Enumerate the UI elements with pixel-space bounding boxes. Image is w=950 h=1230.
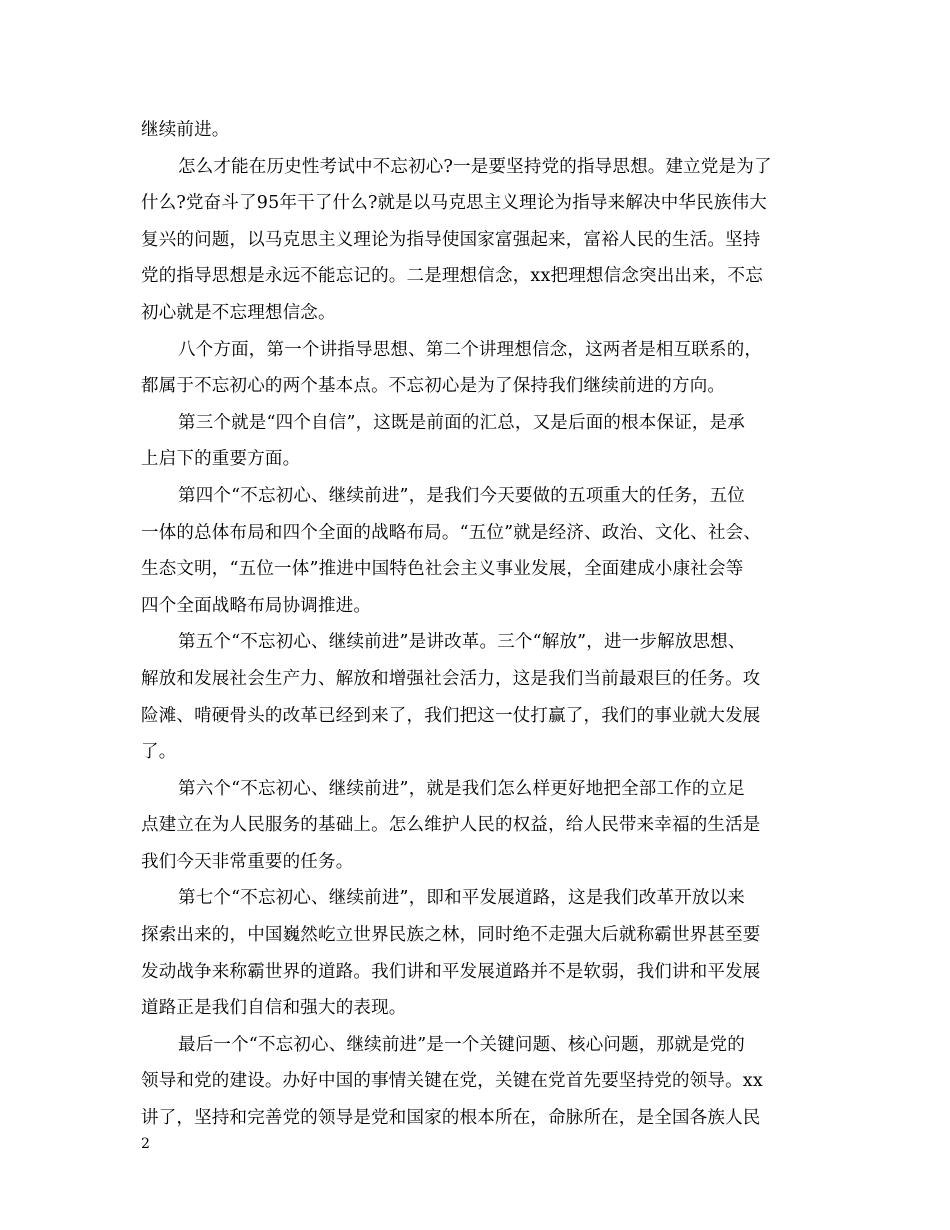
page-number: 2 xyxy=(141,1136,150,1152)
text-line: 道路正是我们自信和强大的表现。 xyxy=(141,998,407,1019)
paragraph xyxy=(141,1027,811,1137)
text-line: 讲了，坚持和完善党的领导是党和国家的根本所在，命脉所在，是全国各族人民 xyxy=(141,1108,761,1129)
paragraph xyxy=(141,880,811,1026)
text-line: 第四个“不忘初心、继续前进”，是我们今天要做的五项重大的任务，五位 xyxy=(178,485,745,506)
text-line: 党的指导思想是永远不能忘记的。二是理想信念，xx把理想信念突出出来，不忘 xyxy=(141,266,763,287)
text-line: 我们今天非常重要的任务。 xyxy=(141,851,354,872)
text-line: 了。 xyxy=(141,742,177,763)
text-line: 点建立在为人民服务的基础上。怎么维护人民的权益，给人民带来幸福的生活是 xyxy=(141,815,761,836)
paragraph xyxy=(141,112,811,149)
text-line: 第三个就是“四个自信”，这既是前面的汇总，又是后面的根本保证，是承 xyxy=(178,412,745,433)
text-line: 上启下的重要方面。 xyxy=(141,449,301,470)
text-line: 最后一个“不忘初心、继续前进”是一个关键问题、核心问题，那就是党的 xyxy=(178,1034,745,1055)
text-line: 第七个“不忘初心、继续前进”，即和平发展道路，这是我们改革开放以来 xyxy=(178,888,745,909)
paragraph xyxy=(141,332,811,405)
text-line: 险滩、啃硬骨头的改革已经到来了，我们把这一仗打赢了，我们的事业就大发展 xyxy=(141,705,761,726)
text-line: 继续前进。 xyxy=(141,120,230,140)
text-line: 都属于不忘初心的两个基本点。不忘初心是为了保持我们继续前进的方向。 xyxy=(141,376,726,397)
text-line: 领导和党的建设。办好中国的事情关键在党，关键在党首先要坚持党的领导。xx xyxy=(141,1071,763,1092)
text-line: 复兴的问题，以马克思主义理论为指导使国家富强起来，富裕人民的生活。坚持 xyxy=(141,229,761,250)
text-line: 第五个“不忘初心、继续前进”是讲改革。三个“解放”，进一步解放思想、 xyxy=(178,632,746,653)
text-line: 什么?党奋斗了95年干了什么?就是以马克思主义理论为指导来解决中华民族伟大 xyxy=(141,193,767,214)
text-line: 解放和发展社会生产力、解放和增强社会活力，这是我们当前最艰巨的任务。攻 xyxy=(141,668,761,689)
paragraph xyxy=(141,149,811,332)
text-line: 八个方面，第一个讲指导思想、第二个讲理想信念，这两者是相互联系的， xyxy=(178,339,763,360)
text-line: 探索出来的，中国巍然屹立世界民族之林，同时绝不走强大后就称霸世界甚至要 xyxy=(141,925,761,946)
text-line: 第六个“不忘初心、继续前进”，就是我们怎么样更好地把全部工作的立足 xyxy=(178,778,745,799)
text-line: 发动战争来称霸世界的道路。我们讲和平发展道路并不是软弱，我们讲和平发展 xyxy=(141,961,761,982)
paragraph xyxy=(141,771,811,881)
text-line: 四个全面战略布局协调推进。 xyxy=(141,595,372,616)
text-line: 生态文明，“五位一体”推进中国特色社会主义事业发展，全面建成小康社会等 xyxy=(141,559,744,580)
text-line: 一体的总体布局和四个全面的战略布局。“五位”就是经济、政治、文化、社会、 xyxy=(141,522,762,543)
text-line: 初心就是不忘理想信念。 xyxy=(141,302,336,323)
text-line: 怎么才能在历史性考试中不忘初心?一是要坚持党的指导思想。建立党是为了 xyxy=(178,156,772,177)
paragraph xyxy=(141,478,811,624)
paragraph xyxy=(141,624,811,770)
document-body xyxy=(141,112,811,1137)
paragraph xyxy=(141,405,811,478)
